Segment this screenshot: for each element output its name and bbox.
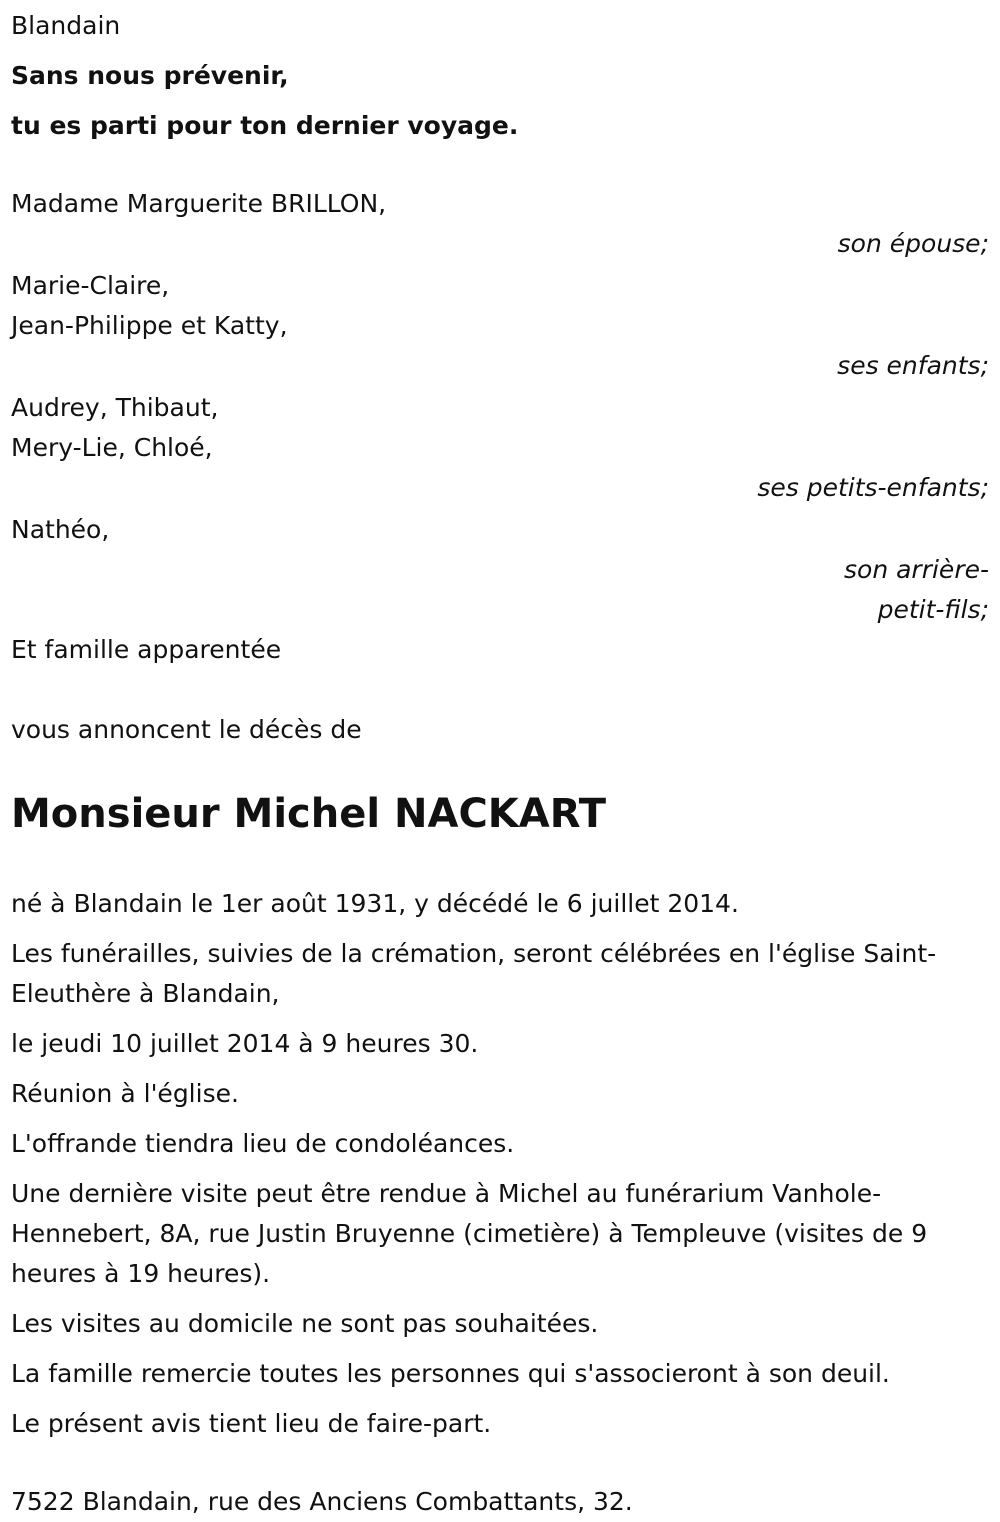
relation-text: son épouse;: [837, 229, 989, 258]
family-name: Madame Marguerite BRILLON,: [11, 189, 387, 218]
details-section: [11, 884, 990, 1444]
detail-paragraph: Le présent avis tient lieu de faire-part.: [11, 1409, 492, 1438]
detail-paragraph: La famille remercie toutes les personnes qui s'associeront à son deuil.: [11, 1359, 890, 1388]
family-relation: [11, 346, 989, 386]
detail-paragraph: L'offrande tiendra lieu de condoléances.: [11, 1129, 515, 1158]
deceased-name: Monsieur Michel NACKART: [11, 791, 607, 837]
home-address: 7522 Blandain, rue des Anciens Combattants, 32.: [11, 1487, 633, 1516]
detail-paragraph: Les funérailles, suivies de la crémation, seront célébrées en l'église Saint-Eleuthère à Blandain,: [11, 939, 937, 1008]
family-apparentee: Et famille apparentée: [11, 635, 282, 664]
family-names: [11, 510, 990, 550]
detail-paragraph: Les visites au domicile ne sont pas souhaitées.: [11, 1309, 599, 1338]
family-group-grandchildren: [11, 388, 990, 508]
family-names: [11, 266, 990, 346]
family-names: [11, 184, 990, 224]
family-name: Audrey, Thibaut,: [11, 393, 219, 422]
lead-line-1: Sans nous prévenir,: [11, 61, 289, 90]
family-group-spouse: [11, 184, 990, 264]
family-relation: [11, 550, 989, 630]
family-name: Mery-Lie, Chloé,: [11, 433, 213, 462]
family-name: Nathéo,: [11, 515, 110, 544]
lead-line-2: tu es parti pour ton dernier voyage.: [11, 111, 519, 140]
relation-text: petit-fils;: [877, 595, 989, 624]
relation-text: ses petits-enfants;: [757, 473, 989, 502]
family-relation: [11, 224, 989, 264]
detail-paragraph: Réunion à l'église.: [11, 1079, 239, 1108]
family-list: [11, 184, 990, 630]
family-names: [11, 388, 990, 468]
header-place: Blandain: [11, 11, 121, 40]
family-relation: [11, 468, 989, 508]
detail-paragraph: le jeudi 10 juillet 2014 à 9 heures 30.: [11, 1029, 479, 1058]
family-group-great-grandchild: [11, 510, 990, 630]
relation-text: son arrière-: [844, 555, 989, 584]
family-group-children: [11, 266, 990, 386]
family-name: Marie-Claire,: [11, 271, 170, 300]
detail-paragraph: Une dernière visite peut être rendue à Michel au funérarium Vanhole-Hennebert, 8A, rue Justin Bruyenne (cimetière) à Templeuve (visites de 9 heures à 19 heures).: [11, 1179, 928, 1288]
announce-text: vous annoncent le décès de: [11, 715, 362, 744]
relation-text: ses enfants;: [837, 351, 989, 380]
detail-paragraph: né à Blandain le 1er août 1931, y décédé le 6 juillet 2014.: [11, 889, 739, 918]
family-name: Jean-Philippe et Katty,: [11, 311, 288, 340]
